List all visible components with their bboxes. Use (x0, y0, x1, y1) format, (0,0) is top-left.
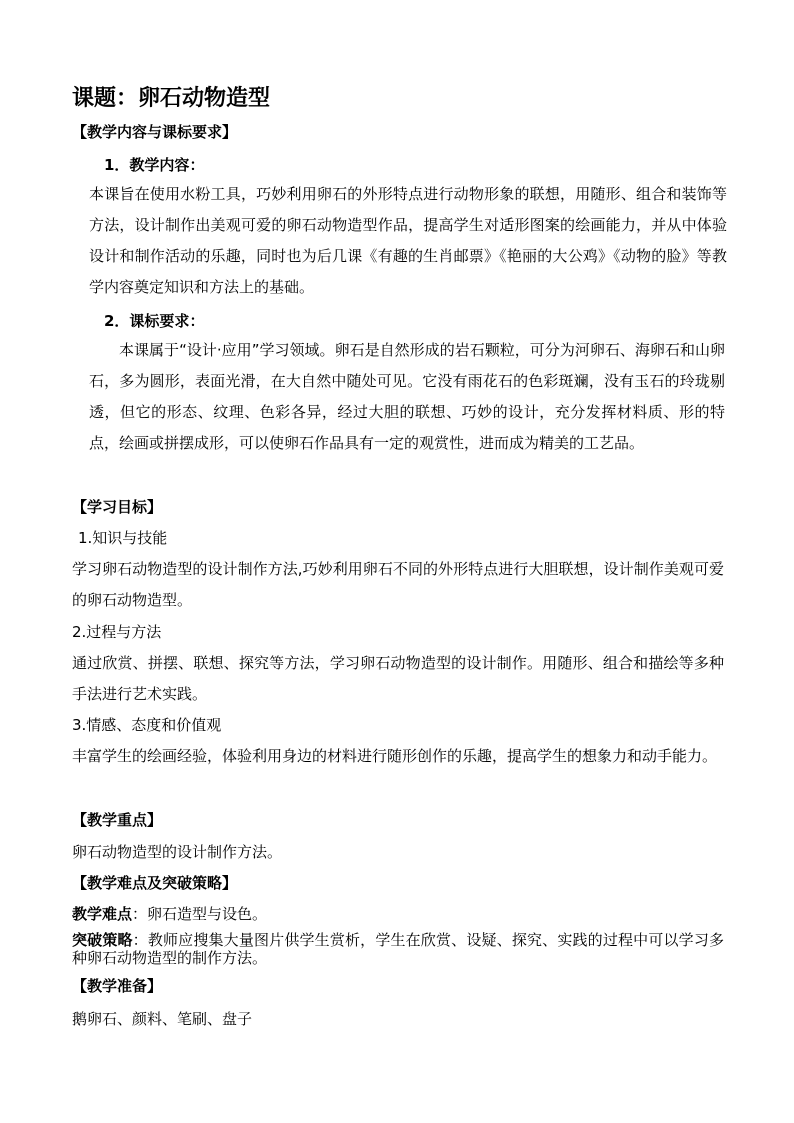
paragraph-teaching-content: 本课旨在使用水粉工具，巧妙利用卵石的外形特点进行动物形象的联想，用随形、组合和装饰等方法，设计制作出美观可爱的卵石动物造型作品，提高学生对适形图案的绘画能力，并从中体验设计和制作活动的乐趣，同时也为后几课《有趣的生肖邮票》《艳丽的大公鸡》《动物的脸》等教学内容奠定知识和方法上的基础。 (89, 185, 727, 296)
paragraph-process-methods: 通过欣赏、拼摆、联想、探究等方法，学习卵石动物造型的设计制作。用随形、组合和描绘等多种手法进行艺术实践。 (72, 654, 724, 703)
paragraph-difficulty (72, 903, 267, 925)
paragraph-preparation: 鹅卵石、颜料、笔刷、盘子 (72, 1010, 253, 1028)
item-label-standards: 2．课标要求： (104, 312, 205, 330)
lesson-title: 课题：卵石动物造型 (72, 86, 271, 111)
paragraph-attitude-values: 丰富学生的绘画经验，体验利用身边的材料进行随形创作的乐趣，提高学生的想象力和动手能力。 (72, 747, 718, 765)
paragraph-knowledge-skills: 学习卵石动物造型的设计制作方法,巧妙利用卵石不同的外形特点进行大胆联想，设计制作美观可爱的卵石动物造型。 (72, 560, 724, 609)
paragraph-strategy (72, 931, 724, 967)
strategy-label: 突破策略 (72, 931, 133, 949)
strategy-text: ：教师应搜集大量图片供学生赏析，学生在欣赏、设疑、探究、实践的过程中可以学习多种卵石动物造型的制作方法。 (72, 931, 724, 967)
item-label-teaching-content: 1．教学内容： (104, 156, 205, 174)
section-heading-objectives: 【学习目标】 (72, 498, 163, 516)
difficulty-label: 教学难点 (72, 905, 133, 923)
paragraph-key-points: 卵石动物造型的设计制作方法。 (72, 843, 283, 861)
paragraph-standards: 本课属于“设计·应用”学习领域。卵石是自然形成的岩石颗粒，可分为河卵石、海卵石和山卵石，多为圆形，表面光滑，在大自然中随处可见。它没有雨花石的色彩斑斓，没有玉石的玲珑剔透，但它的形态、纹理、色彩各异，经过大胆的联想、巧妙的设计，充分发挥材料质、形的特点，绘画或拼摆成形，可以使卵石作品具有一定的观赏性，进而成为精美的工艺品。 (89, 341, 725, 452)
objective-label-process: 2.过程与方法 (72, 623, 162, 641)
section-heading-content-standards: 【教学内容与课标要求】 (72, 123, 238, 141)
section-heading-difficulties: 【教学难点及突破策略】 (72, 874, 238, 892)
objective-label-knowledge: 1.知识与技能 (78, 529, 168, 547)
objective-label-attitude: 3.情感、态度和价值观 (72, 716, 222, 734)
section-heading-key-points: 【教学重点】 (72, 811, 163, 829)
difficulty-text: ：卵石造型与设色。 (132, 905, 268, 923)
section-heading-preparation: 【教学准备】 (72, 977, 163, 995)
